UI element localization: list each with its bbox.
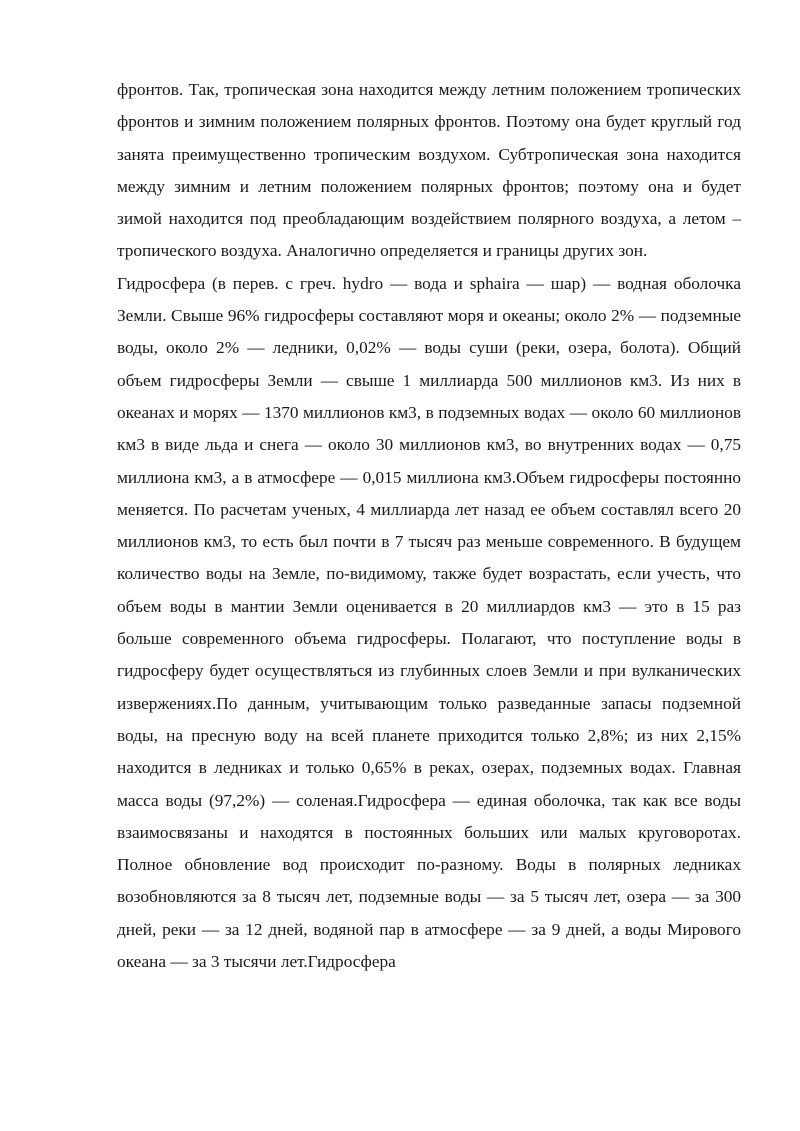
paragraph-climate-zones: фронтов. Так, тропическая зона находится между летним положением тропических фронтов и зимним положением полярных фронтов. Поэтому она будет круглый год занята преимущественно тропическим воздухом. Субтропическая зона находится между зимним и летним положением полярных фронтов; поэтому она и будет зимой находится под преобладающим воздействием полярного воздуха, а летом – тропического воздуха. Аналогично определяется и границы других зон. (117, 80, 741, 261)
paragraph-hydrosphere: Гидросфера (в перев. с греч. hydro — вода и sphaira — шар) — водная оболочка Земли. Свыше 96% гидросферы составляют моря и океаны; около 2% — подземные воды, около 2% — ледники, 0,02% — воды суши (реки, озера, болота). Общий объем гидросферы Земли — свыше 1 миллиарда 500 миллионов км3. Из них в океанах и морях — 1370 миллионов км3, в подземных водах — около 60 миллионов км3 в виде льда и снега — около 30 миллионов км3, во внутренних водах — 0,75 миллиона км3, а в атмосфере — 0,015 миллиона км3.Объем гидросферы постоянно меняется. По расчетам ученых, 4 миллиарда лет назад ее объем составлял всего 20 миллионов км3, то есть был почти в 7 тысяч раз меньше современного. В будущем количество воды на Земле, по-видимому, также будет возрастать, если учесть, что объем воды в мантии Земли оценивается в 20 миллиардов км3 — это в 15 раз больше современного объема гидросферы. Полагают, что поступление воды в гидросферу будет осуществляться из глубинных слоев Земли и при вулканических извержениях.По данным, учитывающим только разведанные запасы подземной воды, на пресную воду на всей планете приходится только 2,8%; из них 2,15% находится в ледниках и только 0,65% в реках, озерах, подземных водах. Главная масса воды (97,2%) — соленая.Гидросфера — единая оболочка, так как все воды взаимосвязаны и находятся в постоянных больших или малых круговоротах. Полное обновление вод происходит по-разному. Воды в полярных ледниках возобновляются за 8 тысяч лет, подземные воды — за 5 тысяч лет, озера — за 300 дней, реки — за 12 дней, водяной пар в атмосфере — за 9 дней, а воды Мирового океана — за 3 тысячи лет.Гидросфера (117, 273, 741, 972)
document-page (117, 74, 741, 978)
